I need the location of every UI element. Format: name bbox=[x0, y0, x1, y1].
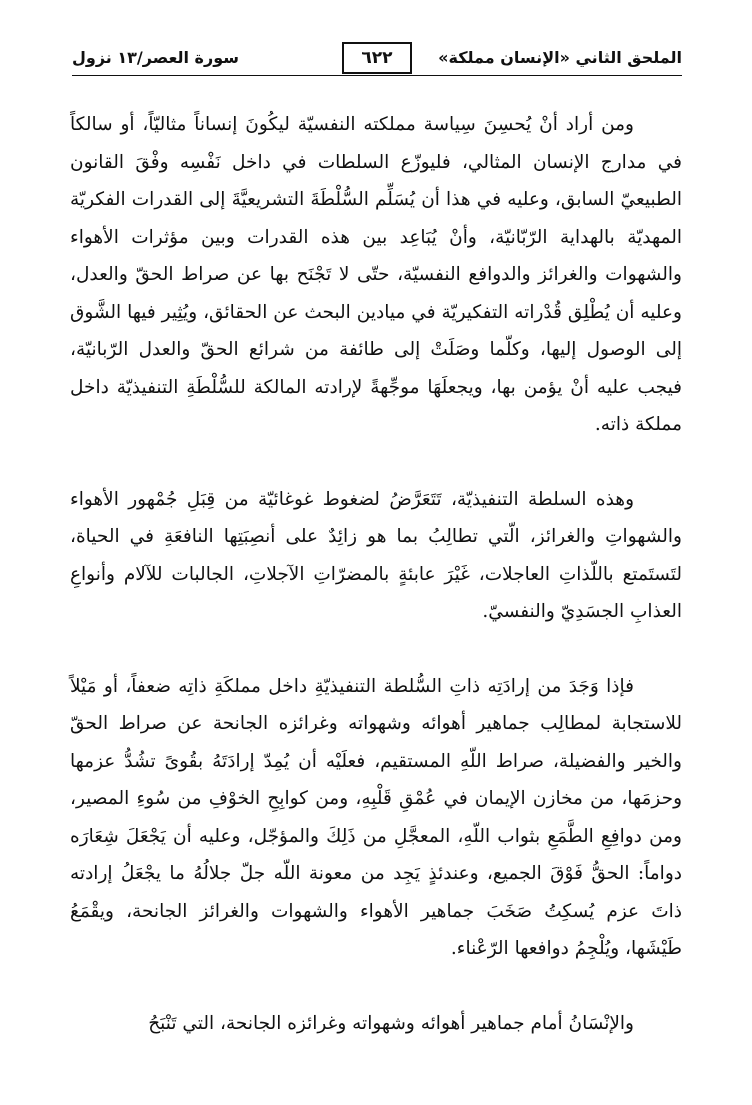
paragraph-1: ومن أراد أنْ يُحسِنَ سِياسة مملكته النفسيّة ليكُونَ إنساناً مثاليّاً، أو سالكاً في مدارج الإنسان المثالي، فليوزّع السلطات في داخل نَفْسِه وفْقَ القانون الطبيعيّ السابق، وعليه في هذا أن يُسَلِّم السُّلْطَةَ التشريعيَّةَ إلى القدرات الفكريّة المهديّة بالهداية الرّبّانيّة، وأنْ يُبَاعِد بين هذه القدرات وبين مؤثرات الأهواء والشهوات والغرائز والدوافع النفسيّة، حتّى لا تَجْنَح بها عن صراط الحقّ والعدل، وعليه أن يُطْلِق قُدْراته التفكيريّة في ميادين البحث عن الحقائق، ويُثِير فيها الشَّوق إلى الوصول إليها، وكلّما وصَلَتْ إلى طائفة من شرائع الحقّ والعدل الرّبانيّة، فيجب عليه أنْ يؤمن بها، ويجعلَهَا موجِّهةً لإرادته المالكة للسُّلْطَةِ التنفيذيّة داخل مملكة ذاته. bbox=[70, 114, 682, 435]
paragraph-2: وهذه السلطة التنفيذيّة، تَتَعَرَّضُ لضغوط غوغائيّة من قِبَلِ جُمْهور الأهواء والشهواتِ والغرائز، الّتي تطالِبُ بما هو زائِدٌ على أنصِبَتِها النافعَةِ في الحياة، لتَستَمتع باللّذاتِ العاجلات، غَيْرَ عابئةٍ بالمضرّاتِ الآجلاتِ، الجالبات للآلام وأنواعِ العذابِ الجسَدِيّ والنفسيّ. bbox=[70, 488, 682, 622]
running-header bbox=[72, 42, 682, 78]
header-divider bbox=[72, 75, 682, 76]
body-text bbox=[70, 106, 682, 1042]
paragraph-3: فإذا وَجَدَ من إرادَتِه ذاتِ السُّلطة التنفيذيّةِ داخل مملكَةِ ذاتِه ضعفاً، أو مَيْلاً للاستجابة لمطالِب جماهير أهوائه وشهواته وغرائزه الجانحة عن صراط الحقّ والخير والفضيلة، صراط اللّهِ المستقيم، فعلَيْه أن يُمِدّ إرادَتَهُ بقُوىً تشُدُّ عزمها وحزمَها، من مخازن الإيمان في عُمْقِ قَلْبِهِ، ومن كوابِحِ الخوْفِ من سُوءِ المصير، ومن دوافِعِ الطَّمَعِ بثواب اللّهِ، المعجَّلِ من ذَلِكَ والمؤجّل، وعليه أن يَجْعَلَ شِعَارَه دواماً: الحقُّ فَوْقَ الجميع، وعندئذٍ يَجِد من معونة اللّه جلّ جلالُهُ ما يجْعَلُ إرادته ذاتَ عزم يُسكِتُ صَخَبَ جماهير الأهواء والشهوات والغرائز الجانحة، ويقْمَعُ طَيْشَها، ويُلْجِمُ دوافعها الرّعْناء. bbox=[70, 675, 682, 959]
surah-reference: سورة العصر/١٣ نزول bbox=[72, 48, 239, 67]
page-number: ٦٢٢ bbox=[342, 42, 412, 74]
paragraph-4: والإنْسَانُ أمام جماهير أهوائه وشهواته وغرائزه الجانحة، التي تَنْبَحُ bbox=[148, 1012, 634, 1034]
chapter-title: الملحق الثاني «الإنسان مملكة» bbox=[438, 48, 682, 67]
